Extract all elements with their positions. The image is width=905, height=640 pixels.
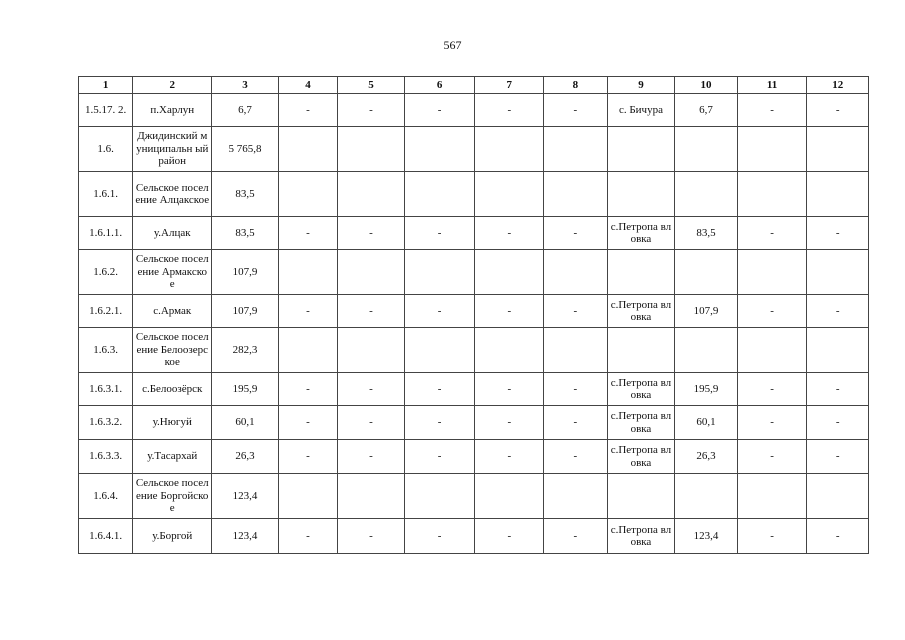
cell-col11 [737, 250, 807, 295]
cell-col8 [544, 127, 608, 172]
column-header: 11 [737, 77, 807, 94]
cell-area: 107,9 [212, 250, 279, 295]
cell-col7: - [475, 217, 544, 250]
cell-center: с.Петропа вловка [607, 440, 675, 474]
column-header: 7 [475, 77, 544, 94]
cell-col7: - [475, 440, 544, 474]
cell-area: 195,9 [212, 373, 279, 406]
cell-col12 [807, 328, 869, 373]
table-row [79, 172, 869, 217]
cell-area: 6,7 [212, 94, 279, 127]
cell-name: у.Тасархай [133, 440, 212, 474]
cell-col12: - [807, 94, 869, 127]
cell-col11: - [737, 373, 807, 406]
cell-code: 1.6.4.1. [79, 519, 133, 554]
cell-center: с.Петропа вловка [607, 373, 675, 406]
cell-col6 [404, 250, 475, 295]
column-header: 12 [807, 77, 869, 94]
cell-area: 107,9 [212, 295, 279, 328]
cell-code: 1.6. [79, 127, 133, 172]
cell-col5 [338, 250, 405, 295]
column-header: 9 [607, 77, 675, 94]
page-number: 567 [443, 38, 462, 52]
cell-area: 60,1 [212, 406, 279, 440]
cell-col4: - [278, 440, 337, 474]
table-row [79, 94, 869, 127]
table-row [79, 127, 869, 172]
cell-col4 [278, 474, 337, 519]
cell-col5 [338, 474, 405, 519]
cell-col7 [475, 474, 544, 519]
cell-col8 [544, 250, 608, 295]
cell-col6: - [404, 217, 475, 250]
cell-center: с.Петропа вловка [607, 406, 675, 440]
cell-code: 1.6.2. [79, 250, 133, 295]
column-header: 2 [133, 77, 212, 94]
cell-col8 [544, 172, 608, 217]
cell-col7 [475, 328, 544, 373]
cell-area: 83,5 [212, 217, 279, 250]
column-header: 1 [79, 77, 133, 94]
cell-col12: - [807, 406, 869, 440]
table-body [79, 94, 869, 554]
cell-col11 [737, 328, 807, 373]
cell-col7: - [475, 373, 544, 406]
cell-col11: - [737, 440, 807, 474]
cell-area: 5 765,8 [212, 127, 279, 172]
column-header: 3 [212, 77, 279, 94]
cell-col6 [404, 127, 475, 172]
cell-col10: 60,1 [675, 406, 738, 440]
cell-name: с.Белоозёрск [133, 373, 212, 406]
column-header: 4 [278, 77, 337, 94]
cell-col10: 83,5 [675, 217, 738, 250]
cell-col11: - [737, 94, 807, 127]
cell-col12 [807, 474, 869, 519]
cell-area: 26,3 [212, 440, 279, 474]
cell-name: Сельское поселение Армакское [133, 250, 212, 295]
cell-col11 [737, 127, 807, 172]
cell-col7: - [475, 519, 544, 554]
cell-col12: - [807, 519, 869, 554]
cell-col11: - [737, 217, 807, 250]
header-row [79, 77, 869, 94]
cell-name: с.Армак [133, 295, 212, 328]
cell-col4: - [278, 295, 337, 328]
cell-code: 1.6.1.1. [79, 217, 133, 250]
cell-name: Джидинский муниципальн ый район [133, 127, 212, 172]
cell-col8: - [544, 519, 608, 554]
cell-code: 1.5.17. 2. [79, 94, 133, 127]
cell-col5: - [338, 217, 405, 250]
cell-center: с.Петропа вловка [607, 295, 675, 328]
cell-col10: 195,9 [675, 373, 738, 406]
cell-code: 1.6.3.1. [79, 373, 133, 406]
cell-col6 [404, 474, 475, 519]
cell-col12 [807, 250, 869, 295]
cell-center [607, 328, 675, 373]
cell-col10 [675, 474, 738, 519]
cell-col4: - [278, 94, 337, 127]
cell-name: у.Алцак [133, 217, 212, 250]
cell-col12: - [807, 440, 869, 474]
cell-col8: - [544, 373, 608, 406]
cell-col10: 6,7 [675, 94, 738, 127]
cell-col12 [807, 172, 869, 217]
table-row [79, 217, 869, 250]
cell-col4 [278, 328, 337, 373]
cell-col5: - [338, 519, 405, 554]
cell-col12 [807, 127, 869, 172]
cell-name: п.Харлун [133, 94, 212, 127]
cell-col8: - [544, 217, 608, 250]
cell-center [607, 250, 675, 295]
cell-col4: - [278, 217, 337, 250]
cell-col10: 26,3 [675, 440, 738, 474]
cell-name: у.Нюгуй [133, 406, 212, 440]
cell-col6 [404, 172, 475, 217]
table-row [79, 519, 869, 554]
cell-col12: - [807, 295, 869, 328]
cell-col11 [737, 474, 807, 519]
cell-name: Сельское поселение Алцакское [133, 172, 212, 217]
cell-area: 282,3 [212, 328, 279, 373]
cell-col5 [338, 328, 405, 373]
cell-col12: - [807, 217, 869, 250]
cell-code: 1.6.3.3. [79, 440, 133, 474]
cell-col8: - [544, 295, 608, 328]
cell-col11: - [737, 295, 807, 328]
cell-center [607, 474, 675, 519]
cell-col5: - [338, 94, 405, 127]
cell-col5: - [338, 295, 405, 328]
cell-col4: - [278, 373, 337, 406]
cell-col10: 123,4 [675, 519, 738, 554]
cell-code: 1.6.2.1. [79, 295, 133, 328]
cell-col6 [404, 328, 475, 373]
cell-center: с.Петропа вловка [607, 519, 675, 554]
cell-center: с.Петропа вловка [607, 217, 675, 250]
cell-col4: - [278, 519, 337, 554]
cell-col4: - [278, 406, 337, 440]
cell-col6: - [404, 94, 475, 127]
table-row [79, 373, 869, 406]
cell-col10 [675, 328, 738, 373]
cell-col10 [675, 127, 738, 172]
cell-col7 [475, 172, 544, 217]
cell-name: Сельское поселение Белоозерское [133, 328, 212, 373]
cell-col6: - [404, 406, 475, 440]
cell-center [607, 172, 675, 217]
cell-col5 [338, 127, 405, 172]
table-row [79, 474, 869, 519]
table-row [79, 328, 869, 373]
cell-area: 83,5 [212, 172, 279, 217]
cell-col7: - [475, 406, 544, 440]
cell-col8 [544, 328, 608, 373]
cell-col11 [737, 172, 807, 217]
cell-col7: - [475, 94, 544, 127]
cell-area: 123,4 [212, 519, 279, 554]
cell-col7: - [475, 295, 544, 328]
cell-col5 [338, 172, 405, 217]
cell-code: 1.6.1. [79, 172, 133, 217]
cell-col5: - [338, 440, 405, 474]
cell-col8: - [544, 406, 608, 440]
cell-col4 [278, 172, 337, 217]
cell-name: у.Боргой [133, 519, 212, 554]
cell-name: Сельское поселение Боргойское [133, 474, 212, 519]
table-row [79, 440, 869, 474]
cell-col4 [278, 250, 337, 295]
table-row [79, 295, 869, 328]
cell-col8: - [544, 440, 608, 474]
table-row [79, 250, 869, 295]
column-header: 8 [544, 77, 608, 94]
cell-area: 123,4 [212, 474, 279, 519]
cell-col12: - [807, 373, 869, 406]
cell-col4 [278, 127, 337, 172]
cell-col5: - [338, 373, 405, 406]
cell-col6: - [404, 519, 475, 554]
cell-center: с. Бичура [607, 94, 675, 127]
column-header: 5 [338, 77, 405, 94]
cell-col6: - [404, 295, 475, 328]
cell-code: 1.6.4. [79, 474, 133, 519]
cell-col8 [544, 474, 608, 519]
cell-col6: - [404, 373, 475, 406]
cell-col11: - [737, 406, 807, 440]
cell-col8: - [544, 94, 608, 127]
cell-col10 [675, 172, 738, 217]
cell-code: 1.6.3. [79, 328, 133, 373]
cell-col5: - [338, 406, 405, 440]
cell-col7 [475, 127, 544, 172]
cell-col10: 107,9 [675, 295, 738, 328]
cell-code: 1.6.3.2. [79, 406, 133, 440]
column-header: 6 [404, 77, 475, 94]
cell-col6: - [404, 440, 475, 474]
column-header: 10 [675, 77, 738, 94]
data-table [78, 76, 869, 554]
cell-col11: - [737, 519, 807, 554]
cell-col7 [475, 250, 544, 295]
table-row [79, 406, 869, 440]
cell-col10 [675, 250, 738, 295]
cell-center [607, 127, 675, 172]
